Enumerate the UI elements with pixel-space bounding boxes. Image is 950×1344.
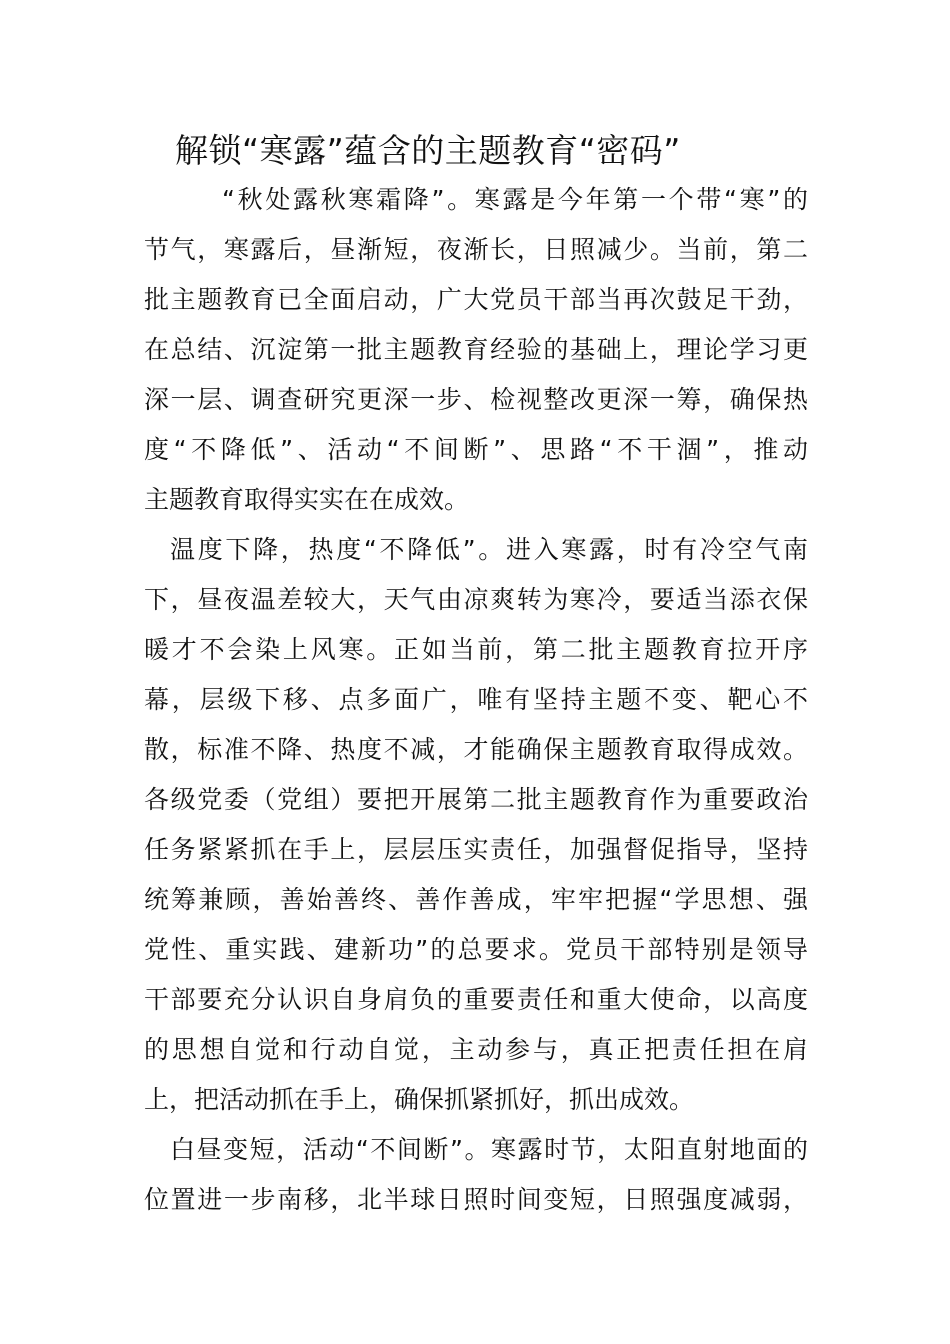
text-line: 温度下降，热度“不降低”。进入寒露，时有冷空气南 — [170, 535, 808, 564]
text-line: 的思想自觉和行动自觉，主动参与，真正把责任担在肩 — [144, 1035, 808, 1064]
text-line: 位置进一步南移，北半球日照时间变短，日照强度减弱， — [144, 1185, 808, 1214]
text-line: 统筹兼顾，善始善终、善作善成，牢牢把握“学思想、强 — [144, 885, 808, 914]
text-line: 深一层、调查研究更深一步、检视整改更深一筹，确保热 — [144, 385, 808, 414]
text-line: 暖才不会染上风寒。正如当前，第二批主题教育拉开序 — [144, 635, 808, 664]
text-line: 在总结、沉淀第一批主题教育经验的基础上，理论学习更 — [144, 335, 808, 364]
text-line: 散，标准不降、热度不减，才能确保主题教育取得成效。 — [144, 735, 808, 764]
text-line: 党性、重实践、建新功”的总要求。党员干部特别是领导 — [144, 935, 808, 964]
text-line: 上，把活动抓在手上，确保抓紧抓好，抓出成效。 — [144, 1085, 695, 1114]
text-line: “秋处露秋寒霜降”。寒露是今年第一个带“寒”的 — [222, 185, 808, 214]
text-line: 幕，层级下移、点多面广，唯有坚持主题不变、靶心不 — [144, 685, 808, 714]
text-line: 白昼变短，活动“不间断”。寒露时节，太阳直射地面的 — [170, 1135, 808, 1164]
text-line: 批主题教育已全面启动，广大党员干部当再次鼓足干劲， — [144, 285, 808, 314]
text-line: 节气，寒露后，昼渐短，夜渐长，日照减少。当前，第二 — [144, 235, 808, 264]
text-line: 干部要充分认识自身肩负的重要责任和重大使命，以高度 — [144, 985, 808, 1014]
document-title: 解锁“寒露”蕴含的主题教育“密码” — [175, 131, 681, 170]
text-line: 度“不降低”、活动“不间断”、思路“不干涸”，推动 — [144, 435, 808, 464]
text-line: 主题教育取得实实在在成效。 — [144, 485, 470, 514]
text-line: 任务紧紧抓在手上，层层压实责任，加强督促指导，坚持 — [144, 835, 808, 864]
text-line: 下，昼夜温差较大，天气由凉爽转为寒冷，要适当添衣保 — [144, 585, 808, 614]
text-line: 各级党委（党组）要把开展第二批主题教育作为重要政治 — [144, 785, 808, 814]
